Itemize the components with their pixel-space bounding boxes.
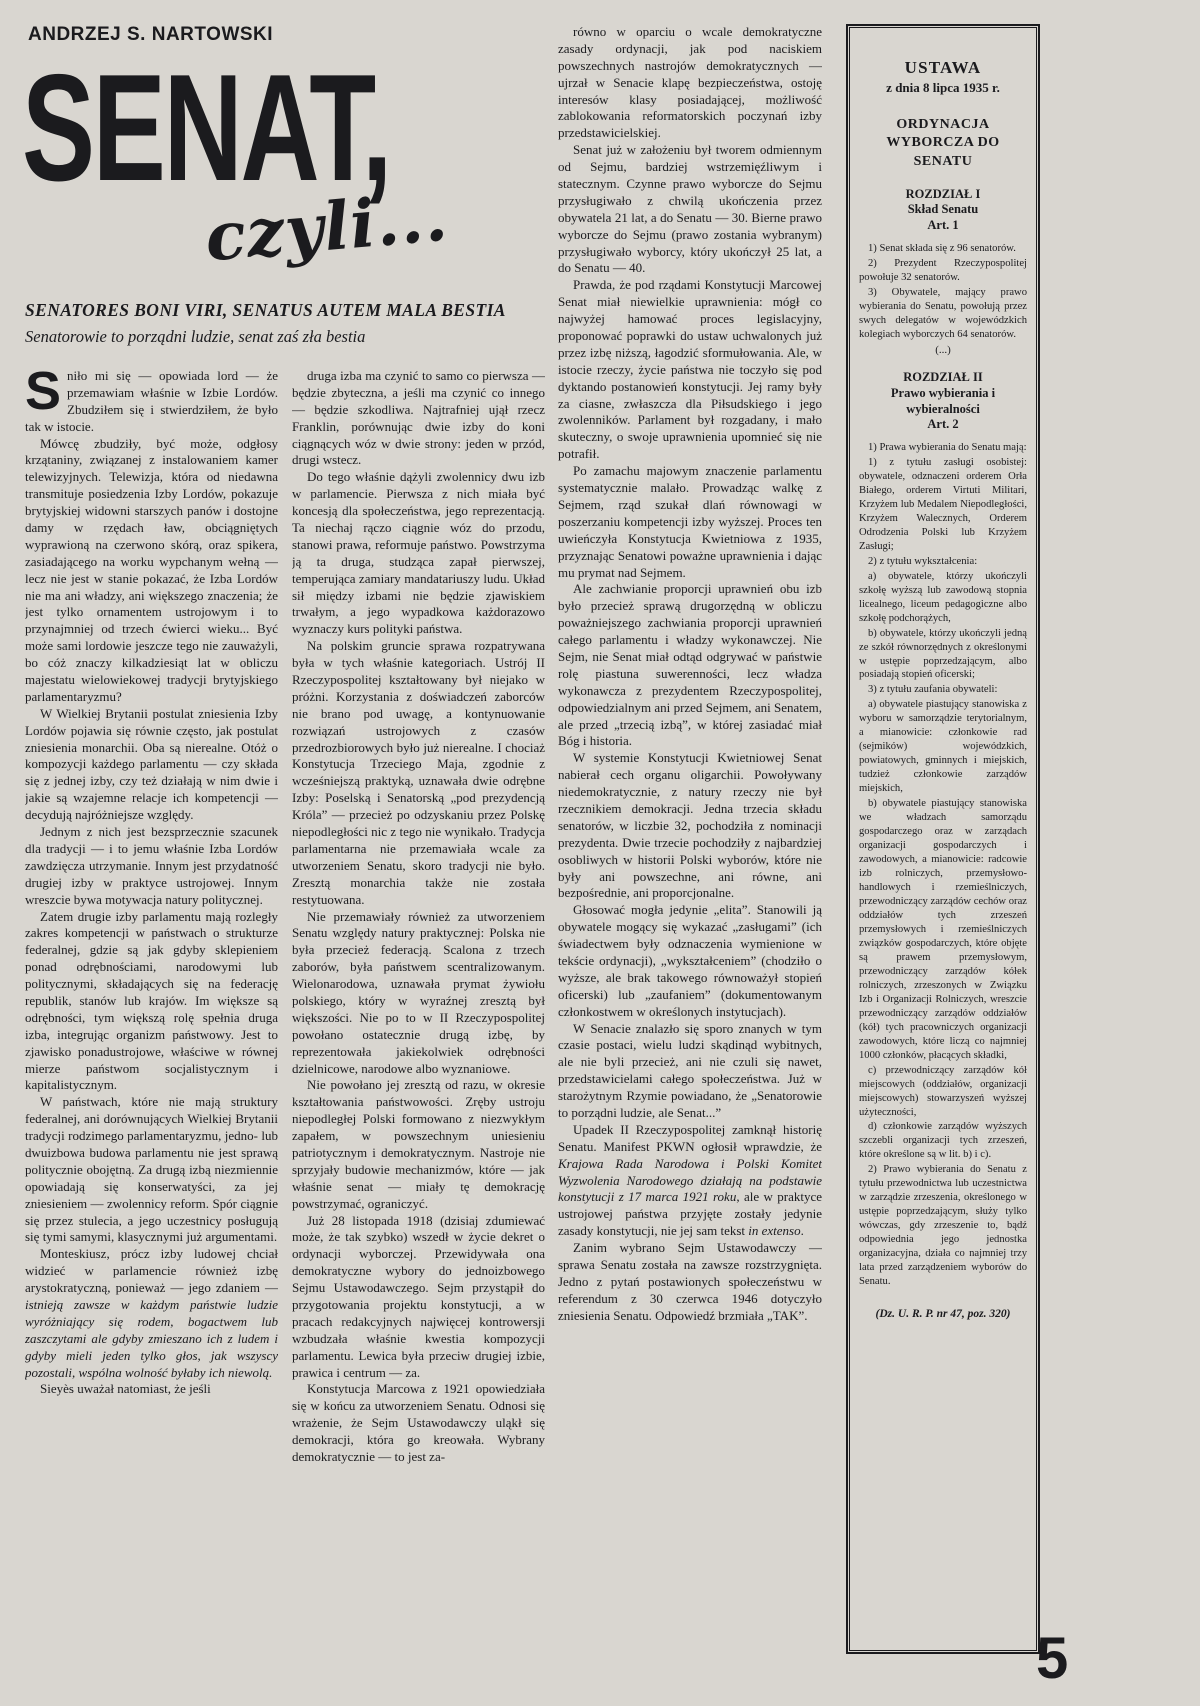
text-segment: . bbox=[800, 1223, 804, 1239]
column-1-paragraphs bbox=[25, 436, 278, 1399]
paragraph bbox=[558, 1122, 822, 1240]
text-segment: Monteskiusz, prócz izby ludowej chciał widzieć w parlamencie również izbę arystokratyczną, ponieważ — jego zdaniem — bbox=[25, 1246, 278, 1296]
paragraph bbox=[25, 1246, 278, 1381]
sb-item: 2) z tytułu wykształcenia: bbox=[868, 555, 978, 567]
text-segment-italic: Krajowa Rada Narodowa i Polski Komitet Wyzwolenia Narodowego działają na podstawie konstytucji z 17 marca 1921 roku bbox=[558, 1155, 822, 1205]
paragraph: W Wielkiej Brytanii postulat zniesienia Izby Lordów pojawia się równie często, jak postulat zniesienia monarchii. Oba są nierealne. Otóż o kompozycji każdego parlamentu — czy składa się z jednej izby, czy też działają w nim dwie i jakie są wzajemne relacje ich kompetencji — decydują najróżniejsze względy. bbox=[25, 705, 278, 823]
page-number: 5 bbox=[1036, 1626, 1069, 1691]
paragraph: Senat już w założeniu był tworem odmiennym od Sejmu, bardziej wstrzemięźliwym i statecznym. Czynne prawo wyborcze do Sejmu przysługiwało z chwilą ukończenia przez obywatela 21 lat, a do Senatu — 30. Bierne prawo wyborcze do Sejmu (prawo zostania wybranym) przysługiwało wyborcy, który ukończył 25 lat, a do Senatu — 40. bbox=[558, 142, 822, 276]
column-3-paragraphs bbox=[558, 24, 822, 1325]
sb-item: c) przewodniczący zarządów kół miejscowych (oddziałów, organizacji miejscowych) stowarzyszeń wyższej użyteczności, bbox=[859, 1064, 1027, 1118]
paragraph: W państwach, które nie mają struktury federalnej, ani dorównujących Wielkiej Brytanii tradycji rodzimego parlamentaryzmu, jedno- lub dwuizbowa budowa parlamentu nie jest sprawą politycznie obojętną. Za drugą izbą niezmiennie opowiadają się konserwatyści, za jej zniesieniem — zwolennicy reform. Spór ciągnie się przez stulecia, a jego uczestnicy posługują się tymi samymi, klasycznymi już argumentami. bbox=[25, 1094, 278, 1245]
sb-title: USTAWA bbox=[904, 58, 982, 77]
law-excerpt-box bbox=[846, 24, 1040, 1654]
text-column-3 bbox=[558, 24, 822, 1684]
paragraph: Do tego właśnie dążyli zwolennicy dwu izb w parlamencie. Pierwsza z nich miała być koncesją dla społeczeństwa, jego reprezentacją. Ta niechaj rączo ciągnie wóz do przodu, stanowi prawa, reformuje państwo. Powstrzyma ją ta druga, studząca zapał pierwszej, temperująca zamiary mandatariuszy ludu. Układ sił między izbami nie będzie zjawiskiem trwałym, a jego wypadkowa każdorazowo wyznaczy kurs polityki państwa. bbox=[292, 469, 545, 637]
paragraph: Po zamachu majowym znaczenie parlamentu systematycznie malało. Prowadząc walkę z Sejmem, rząd szukał dlań równowagi w poszerzaniu kompetencji izby wyższej. Proces ten uwieńczyła Konstytucja Kwietniowa z 1935, przyznając Senatowi poważne uprawnienia i dając mu prymat nad Sejmem. bbox=[558, 463, 822, 580]
paragraph: Nie przemawiały również za utworzeniem Senatu względy natury praktycznej: Polska nie była przecież federacją. Scalona z trzech zaborów, była państwem scentralizowanym. Wielonarodowa, uznawała prymat żywiołu polskiego, który w wyraźnej zresztą był większości. Nie po to w II Rzeczypospolitej powołano ostatecznie drugą izbę, by reprezentowała jakiekolwiek odrębności dzielnicowe, narodowe albo wyznaniowe. bbox=[292, 908, 545, 1076]
sb-item: 1) z tytułu zasługi osobistej: obywatele, odznaczeni orderem Orła Białego, orderem Virtuti Militari, Krzyżem lub Medalem Niepodległości, Krzyżem Walecznych, Orderem Odrodzenia Polski lub Krzyżem Zasługi; bbox=[859, 456, 1027, 552]
lead-paragraph bbox=[25, 368, 278, 436]
epigraph-translation: Senatorowie to porządni ludzie, senat zaś zła bestia bbox=[25, 327, 366, 346]
sb-item: b) obywatele, którzy ukończyli jedną ze szkół równorzędnych z określonymi w ustępie poprzedzającym, albo posiadają stopień oficerski; bbox=[859, 627, 1027, 681]
text-column-2 bbox=[292, 368, 545, 1686]
text-segment: , ale w praktyce ustrojowej państwa przyjęte zostały jedynie zasady konstytucji, nie jej sam tekst bbox=[558, 1189, 822, 1239]
text-segment-italic: in extenso bbox=[748, 1223, 801, 1239]
article-title: SENAT, bbox=[22, 43, 391, 213]
text-column-1 bbox=[25, 368, 278, 1686]
sb-chapter: ROZDZIAŁ II bbox=[903, 370, 983, 385]
sb-ref: (Dz. U. R. P. nr 47, poz. 320) bbox=[875, 1308, 1011, 1321]
epigraph bbox=[25, 300, 547, 347]
author-byline: ANDRZEJ S. NARTOWSKI bbox=[28, 24, 274, 45]
sb-act: ORDYNACJA WYBORCZA DO SENATU bbox=[886, 117, 1000, 169]
text-segment-italic: istnieją zawsze w każdym państwie ludzie wyróżniający się rodem, bogactwem lub zaszczytami ale gdyby zmieszano ich z ludem i gdyby mieli jeden tylko głos, jak wszyscy pozostali, wspólna wolność byłaby ich niewolą. bbox=[25, 1296, 278, 1380]
drop-cap: S bbox=[25, 368, 62, 421]
law-excerpt-blocks bbox=[859, 58, 1027, 1323]
paragraph: Zatem drugie izby parlamentu mają rozległy zakres kompetencji w państwach o strukturze federalnej, gdzie są jak gdyby sklepieniem ponad odrębnościami, narodowymi lub politycznymi, składających się na federację republik, stanów lub krajów. Im większe są odrębności, tym większą rolę spełnia druga izba, integrując organizm państwowy. Jest to zjawisko ponadustrojowe, właściwe w równej mierze państwom socjalistycznym i kapitalistycznym. bbox=[25, 908, 278, 1093]
sb-item: 3) z tytułu zaufania obywateli: bbox=[868, 684, 998, 696]
paragraph: W Senacie znalazło się sporo znanych w tym czasie postaci, wielu ludzi skądinąd wybitnych, ale nie byli przecież, ani nie czuli się nawet, przedstawicielami całego społeczeństwa. Już w starożytnym Rzymie powiadano, że „Senatorowie to porządni ludzie, ale Senat...” bbox=[558, 1020, 822, 1120]
paragraph: równo w oparciu o wcale demokratyczne zasady ordynacji, jak pod naciskiem powszechnych nastrojów demokratycznych — ujrzał w Senacie klapę bezpieczeństwa, ostoję interesów klasy posiadającej, możliwość zablokowania reformatorskich poczynań izby przedstawicielskiej. bbox=[558, 24, 822, 141]
sb-item: 1) Senat składa się z 96 senatorów. bbox=[868, 242, 1016, 254]
paragraph: Już 28 listopada 1918 (dzisiaj zdumiewać może, że tak szybko) wszedł w życie dekret o ordynacji wyborczej. Przewidywała ona demokratyczne wybory do jednoizbowego Sejmu Ustawodawczego. Sejm przystąpił do przygotowania projektu konstytucji, a w pracach redakcyjnych najwięcej kontrowersji wzbudzała właśnie kwestia kompozycji parlamentu. Lewica była przeciw drugiej izbie, prawica i centrum — za. bbox=[292, 1212, 545, 1380]
paragraph: Na polskim gruncie sprawa rozpatrywana była w tych właśnie kategoriach. Ustrój II Rzeczypospolitej kształtowany był niejako w próżni. Korzystania z doświadczeń zaborców nie brano pod uwagę, a kontynuowanie rozwiązań ustrojowych z czasów przedrozbiorowych było już nierealne. I chociaż Konstytucja Trzeciego Maja, zgodnie z wcześniejszą praktyką, uznawała dwie odrębne Izby: Poselską i Senatorską „pod prezydencją Króla” — przecież po odzyskaniu przez Polskę niepodległości nic z tego nie wynikało. Tradycja parlamentarna nie przemawiała wcale za utworzeniem Senatu, skoro tradycji nie było. Zresztą monarchia także nie została restytuowana. bbox=[292, 638, 545, 907]
paragraph: druga izba ma czynić to samo co pierwsza — będzie zbyteczna, a jeśli ma czynić co innego — będzie szkodliwa. Najtrafniej ujął rzecz Franklin, porównując dwie izby do koni ciągnących wóz w dwie strony: jeden w przód, drugi wstecz. bbox=[292, 368, 545, 468]
paragraph: Konstytucja Marcowa z 1921 opowiedziała się w końcu za utworzeniem Senatu. Odnosi się wrażenie, że Sejm Ustawodawczy uląkł się demokracji, która go kreowała. Wybrany demokratycznie — to jest za- bbox=[292, 1381, 545, 1464]
sb-item: 1) Prawa wybierania do Senatu mają: bbox=[868, 441, 1027, 453]
sb-chapter: ROZDZIAŁ I bbox=[905, 186, 981, 201]
paragraph: Prawda, że pod rządami Konstytucji Marcowej Senat miał niewielkie uprawnienia: mógł co najwyżej hamować proces legislacyjny, proponować poprawki do ustaw uchwalonych już przez izbę niższą, łagodzić sformułowania. Ale, w istocie rzeczy, życie państwa nie toczyło się pod dyktando postanowień konstytucji. Jej ramy były za ciasne, zwłaszcza dla Piłsudskiego i jego zwolenników. Parlament był rozgadany, i mało skuteczny, o swoje uprawnienia upomnieć się nie potrafił. bbox=[558, 277, 822, 462]
text-segment: Upadek II Rzeczypospolitej zamknął historię Senatu. Manifest PKWN ogłosił wprawdzie, że bbox=[558, 1121, 822, 1154]
sb-item: 2) Prezydent Rzeczypospolitej powołuje 32 senatorów. bbox=[859, 257, 1027, 283]
sb-date: z dnia 8 lipca 1935 r. bbox=[886, 80, 1000, 95]
article-subtitle-script: czyli... bbox=[202, 177, 452, 277]
paragraph: Głosować mogła jedynie „elita”. Stanowili ją obywatele mogący się wykazać „zasługami” (ich świadectwem były odznaczenia wymienione w tekście ordynacji), „wykształceniem” (chodziło o wyższe, ale brak takowego równoważył stopień oficerski) lub „zaufaniem” (dokumentowanym członkostwem w określonych instytucjach). bbox=[558, 902, 822, 1019]
paragraph: W systemie Konstytucji Kwietniowej Senat nabierał cech organu oligarchii. Powoływany niedemokratycznie, z natury rzeczy nie był rzecznikiem demokracji. Jedna trzecia składu senatorów, w liczbie 32, pochodziła z nominacji prezydenta. Dwie trzecie pochodziły z najbardziej osobliwych w historii Polski wyborów, które nie były ani powszechne, ani równe, ani bezpośrednie, ani proporcjonalne. bbox=[558, 750, 822, 901]
sb-item: a) obywatele piastujący stanowiska z wyboru w samorządzie terytorialnym, a mianowicie: członkowie rad (sejmików) wojewódzkich, powiatowych, gminnych i miejskich, tudzież członkowie zarządów miejskich, bbox=[859, 699, 1027, 795]
lead-text: niło mi się — opowiada lord — że przemawiam właśnie w Izbie Lordów. Zbudziłem się i stwierdziłem, że było tak w istocie. bbox=[25, 368, 278, 434]
paragraph: Nie powołano jej zresztą od razu, w okresie kształtowania państwowości. Zręby ustroju niepodległej Polski formowano z niezwykłym zapałem, w powszechnym uniesieniu patriotycznym i demokratycznym. Nastroje nie sprzyjały budowie mechanizmów, które — jak właśnie senat — miały tę demokrację powstrzymać, ograniczyć. bbox=[292, 1077, 545, 1211]
sb-center: (...) bbox=[935, 344, 951, 357]
epigraph-latin: SENATORES BONI VIRI, SENATUS AUTEM MALA BESTIA bbox=[25, 300, 506, 320]
sb-art: Art. 2 bbox=[927, 417, 959, 432]
column-2-paragraphs bbox=[292, 368, 545, 1466]
sb-item: 2) Prawo wybierania do Senatu z tytułu przewodnictwa lub uczestnictwa w zarządzie zrzeszenia, określonego w ustępie poprzedzającym, służy tylko wówczas, gdy zrzeszenie to, bądź odpowiednia jego jednostka organizacyjna, działa co najmniej trzy lata przed zarządzeniem wyborów do Senatu. bbox=[859, 1164, 1027, 1288]
sb-item: a) obywatele, którzy ukończyli szkołę wyższą lub zawodową stopnia licealnego, liceum pedagogiczne albo szkołę podchorążych, bbox=[859, 570, 1027, 624]
paragraph: Ale zachwianie proporcji uprawnień obu izb było przecież sprawą drugorzędną w obliczu poważniejszego zachwiania proporcji uprawnień całego parlamentu i władzy wykonawczej. Nie Sejm, nie Senat miał odtąd odgrywać w państwie rolę piastuna suwerenności, lecz władza wykonawcza z prezydentem Rzeczypospolitej, odpowiedzialnym ani przed Sejmem, ani Senatem, ale przed „trzecią izbą”, w której zasiadać miał Bóg i historia. bbox=[558, 581, 822, 749]
sb-item: b) obywatele piastujący stanowiska we władzach samorządu gospodarczego oraz w zarządach organizacji gospodarczych i zawodowych, a mianowicie: radcowie izb rolniczych, przemysłowo-handlowych i rzemieślniczych, przewodniczący zarządów cechów oraz oddziałów tych zrzeszeń przemysłowych i rzemieślniczych związków gospodarczych, które objęte są prawem przemysłowym, przewodniczący zarządów kółek rolniczych, zrzeszonych w Związku Izb i Organizacji Rolniczych, wreszcie przewodniczący zarządów oddziałów (kół) tych pracowniczych organizacji zawodowych, które liczą co najmniej 1000 członków, płacących składki, bbox=[859, 798, 1027, 1061]
paragraph: Zanim wybrano Sejm Ustawodawczy — sprawa Senatu została na zawsze rozstrzygnięta. Jedno z pytań postawionych społeczeństwu w referendum z 30 czerwca 1946 dotyczyło zniesienia Senatu. Odpowiedź brzmiała „TAK”. bbox=[558, 1240, 822, 1323]
paragraph: Sieyès uważał natomiast, że jeśli bbox=[40, 1381, 211, 1397]
paragraph: Jednym z nich jest bezsprzecznie szacunek dla tradycji — i to jemu właśnie Izba Lordów zawdzięcza utrzymanie. Innym jest przydatność drugiej izby w praktyce ustrojowej. Innym wreszcie bywa motywacja natury politycznej. bbox=[25, 824, 278, 907]
sb-art: Art. 1 bbox=[927, 218, 959, 233]
sb-chaptersub: Skład Senatu bbox=[907, 202, 979, 217]
sb-item: 3) Obywatele, mający prawo wybierania do Senatu, powołują przez swych delegatów w wojewódzkich kolegiach wyborczych 64 senatorów. bbox=[859, 286, 1027, 340]
paragraph: Mówcę zbudziły, być może, odgłosy krzątaniny, związanej z instalowaniem kamer telewizyjnych. Telewizja, która od niedawna transmituje posiedzenia Izby Lordów, pokazuje brytyjskiej widowni starszych panów i dostojne damy w rzędach ław, obciągniętych wyprawioną na czerwono skórą, oraz spikera, zasiadającego na worku wypchanym wełną — lecz nie jest w stanie pokazać, że Izba Lordów nie ma ani władzy, ani większego znaczenia; że jest tylko ornamentem ustrojowym i to przynajmniej od trzech ćwierci wieku... Być może sami lordowie jeszcze tego nie zauważyli, bo cóż znaczy kilkadziesiąt lat w obliczu majestatu wielowiekowej tradycji brytyjskiego parlamentaryzmu? bbox=[25, 435, 278, 704]
sb-item: d) członkowie zarządów wyższych szczebli organizacji tych zrzeszeń, które określone są w lit. b) i c). bbox=[859, 1121, 1027, 1161]
sb-chaptersub: Prawo wybierania i wybieralności bbox=[890, 386, 996, 416]
